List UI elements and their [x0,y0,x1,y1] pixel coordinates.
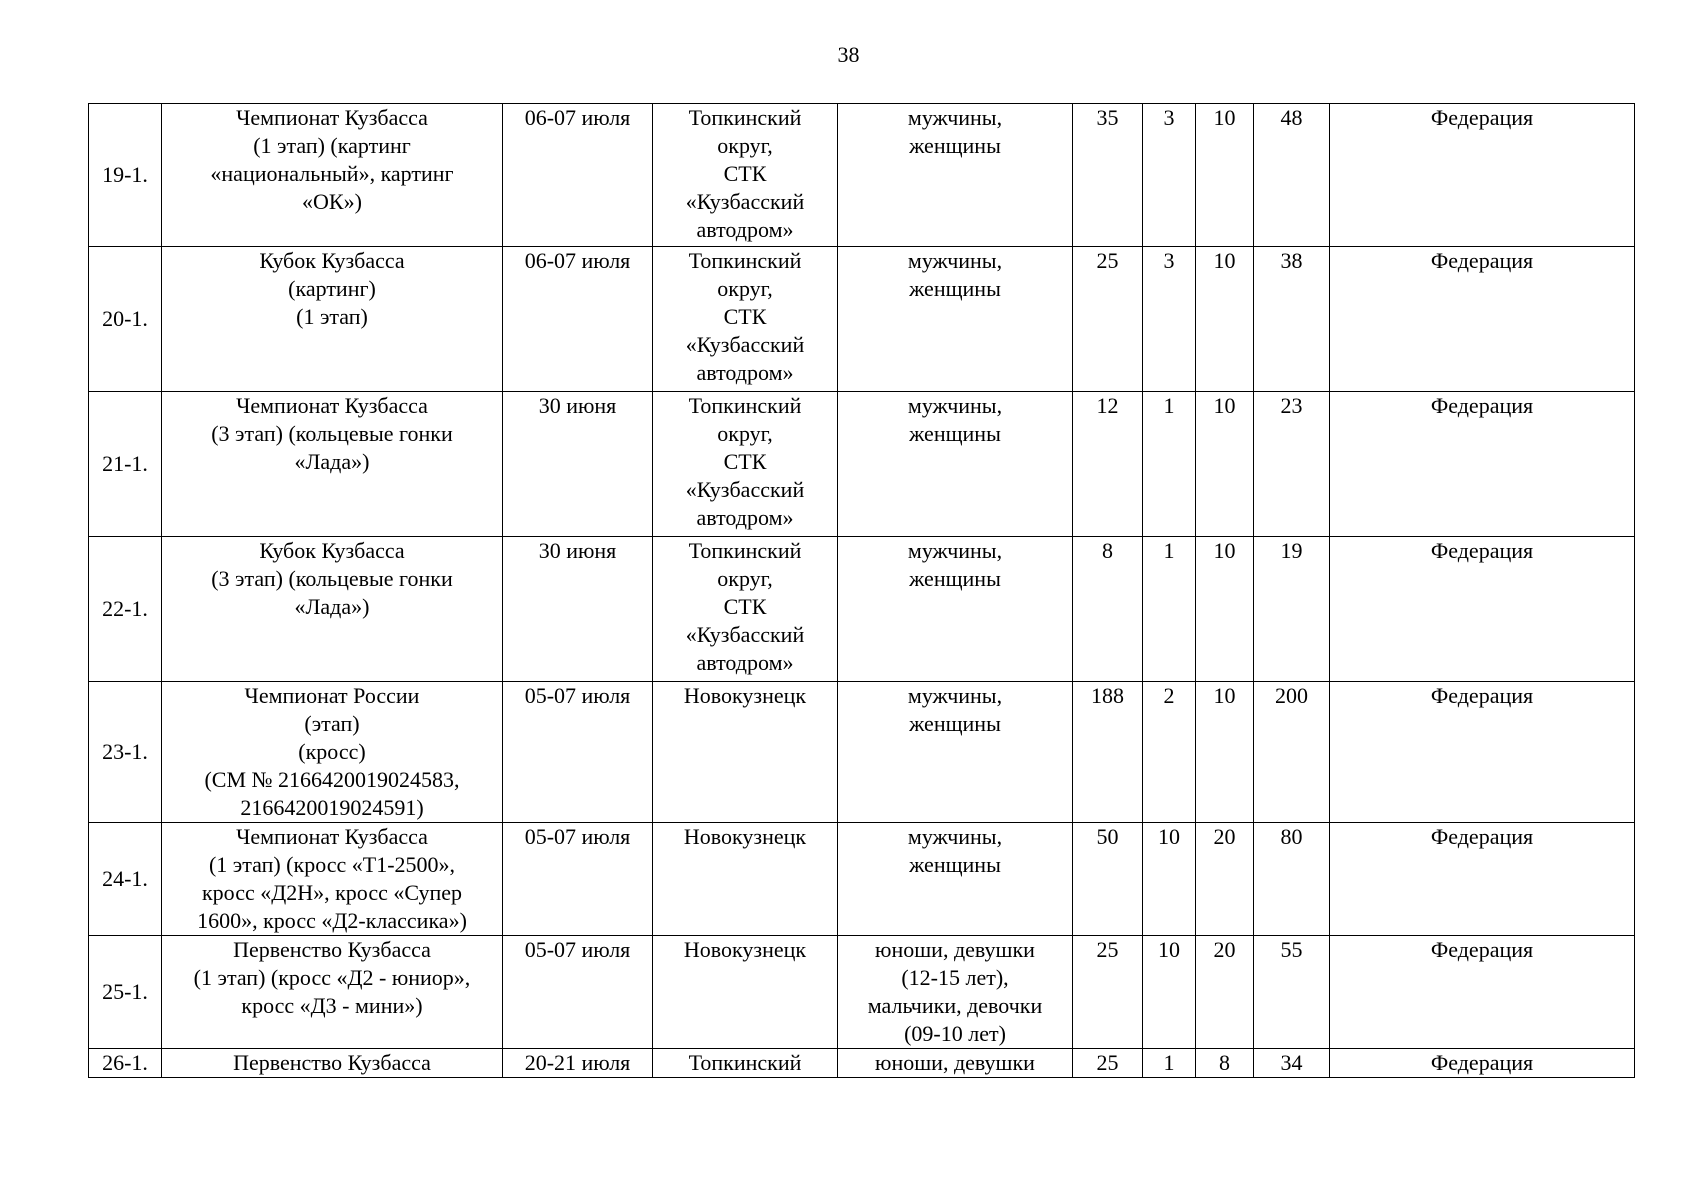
total-count-cell [1254,823,1330,936]
event-place-cell-line: «Кузбасский [685,477,805,502]
event-title-cell-line: «национальный», картинг [210,161,454,186]
row-number-cell-text: 25-1. [102,979,148,1004]
row-number-cell [89,936,162,1049]
event-place-cell-line: Топкинский [688,248,802,273]
count-cell-2 [1143,104,1196,247]
event-place-cell-line: Новокузнецк [683,937,807,962]
count-cell-1 [1073,392,1143,537]
event-title-cell-line: «ОК») [302,189,362,214]
participants-cell [838,682,1073,823]
event-date-cell [503,936,653,1049]
event-title-cell-line: (этап) [304,711,360,736]
event-place-cell-line: автодром» [696,360,794,385]
event-title-cell-line: 2166420019024591) [240,795,424,820]
participants-cell-line: женщины [909,276,1001,301]
participants-cell-line: мужчины, [907,538,1003,563]
participants-cell-line: женщины [909,852,1001,877]
count-cell-2-text: 10 [1158,937,1180,962]
event-place-cell [653,1049,838,1078]
event-title-cell-line: (1 этап) (кросс «Т1-2500», [208,852,456,877]
event-place-cell [653,823,838,936]
total-count-cell [1254,104,1330,247]
event-title-cell [162,1049,503,1078]
total-count-cell-text: 55 [1280,937,1303,962]
event-place-cell-line: Топкинский [688,393,802,418]
participants-cell-line: (12-15 лет), [901,965,1009,990]
participants-cell [838,936,1073,1049]
row-number-cell [89,392,162,537]
event-date-cell-text: 05-07 июля [524,683,631,708]
event-place-cell-line: округ, [717,133,773,158]
total-count-cell [1254,936,1330,1049]
row-number-cell-text: 23-1. [102,739,148,764]
count-cell-3-text: 10 [1213,393,1236,418]
event-title-cell-line: Чемпионат Кузбасса [236,393,428,418]
participants-cell [838,823,1073,936]
event-title-cell-line: (1 этап) (кросс «Д2 - юниор», [193,965,471,990]
participants-cell-line: женщины [909,133,1001,158]
total-count-cell-text: 23 [1280,393,1303,418]
event-place-cell [653,104,838,247]
count-cell-3 [1196,537,1254,682]
count-cell-2 [1143,537,1196,682]
event-title-cell-line: Первенство Кузбасса [233,1050,431,1075]
event-place-cell [653,936,838,1049]
event-place-cell [653,537,838,682]
table-row [89,392,1635,537]
row-number-cell-text: 20-1. [102,306,148,331]
count-cell-3-text: 10 [1213,248,1236,273]
participants-cell-line: женщины [909,421,1001,446]
count-cell-2-text: 3 [1163,248,1175,273]
count-cell-1-text: 25 [1096,248,1119,273]
count-cell-3 [1196,936,1254,1049]
participants-cell [838,392,1073,537]
event-date-cell [503,682,653,823]
participants-cell-line: юноши, девушки [875,937,1035,962]
count-cell-3-text: 10 [1213,538,1236,563]
count-cell-3-text: 8 [1219,1050,1230,1075]
event-date-cell-text: 20-21 июля [524,1050,631,1075]
table-row [89,682,1635,823]
participants-cell-line: (09-10 лет) [904,1021,1006,1046]
table-row [89,537,1635,682]
event-place-cell-line: Топкинский [688,1050,802,1075]
event-date-cell [503,392,653,537]
count-cell-3-text: 10 [1213,683,1236,708]
participants-cell-line: мужчины, [907,248,1003,273]
count-cell-1-text: 188 [1091,683,1124,708]
organizer-cell-text: Федерация [1430,1050,1534,1075]
table-row [89,1049,1635,1078]
row-number-cell-text: 22-1. [102,596,148,621]
event-place-cell-line: автодром» [696,505,794,530]
event-title-cell-line: «Лада») [294,594,370,619]
row-number-cell [89,104,162,247]
participants-cell-line: мужчины, [907,683,1003,708]
table-row [89,247,1635,392]
count-cell-3 [1196,682,1254,823]
event-title-cell-line: Кубок Кузбасса [259,248,405,273]
count-cell-1 [1073,936,1143,1049]
event-title-cell-line: (3 этап) (кольцевые гонки [211,421,453,446]
event-date-cell-text: 30 июня [538,538,617,563]
count-cell-1 [1073,537,1143,682]
count-cell-2 [1143,936,1196,1049]
count-cell-2 [1143,247,1196,392]
total-count-cell [1254,247,1330,392]
count-cell-2-text: 2 [1163,683,1175,708]
count-cell-1 [1073,823,1143,936]
events-table-body [89,104,1635,1078]
organizer-cell-text: Федерация [1430,393,1534,418]
total-count-cell [1254,537,1330,682]
count-cell-2 [1143,823,1196,936]
event-title-cell [162,823,503,936]
participants-cell-line: мужчины, [907,393,1003,418]
organizer-cell [1330,823,1635,936]
count-cell-2 [1143,682,1196,823]
event-place-cell [653,392,838,537]
count-cell-2-text: 1 [1163,538,1175,563]
participants-cell-line: юноши, девушки [875,1050,1035,1075]
row-number-cell-text: 19-1. [102,162,148,187]
count-cell-1-text: 50 [1096,824,1119,849]
event-title-cell-line: Чемпионат России [244,683,420,708]
event-place-cell-line: «Кузбасский [685,189,805,214]
event-title-cell [162,936,503,1049]
total-count-cell-text: 80 [1280,824,1303,849]
event-title-cell-line: Чемпионат Кузбасса [236,105,428,130]
event-date-cell [503,104,653,247]
row-number-cell [89,823,162,936]
event-place-cell-line: автодром» [696,217,794,242]
event-date-cell [503,247,653,392]
count-cell-3 [1196,247,1254,392]
count-cell-3-text: 20 [1213,824,1236,849]
count-cell-3 [1196,1049,1254,1078]
organizer-cell [1330,1049,1635,1078]
count-cell-1 [1073,247,1143,392]
event-title-cell-line: 1600», кросс «Д2-классика») [197,908,467,933]
event-place-cell [653,682,838,823]
event-title-cell-line: (1 этап) (картинг [253,133,411,158]
event-title-cell-line: «Лада») [294,449,370,474]
event-date-cell [503,1049,653,1078]
organizer-cell [1330,936,1635,1049]
total-count-cell-text: 200 [1275,683,1308,708]
event-date-cell [503,823,653,936]
row-number-cell-text: 26-1. [102,1050,148,1075]
event-title-cell-line: Чемпионат Кузбасса [236,824,428,849]
count-cell-3-text: 20 [1213,937,1236,962]
count-cell-3 [1196,392,1254,537]
event-place-cell-line: СТК [723,594,767,619]
organizer-cell [1330,392,1635,537]
table-row [89,104,1635,247]
total-count-cell-text: 48 [1280,105,1303,130]
organizer-cell [1330,247,1635,392]
count-cell-3-text: 10 [1213,105,1236,130]
event-title-cell [162,682,503,823]
event-title-cell-line: кросс «Д3 - мини») [241,993,423,1018]
organizer-cell-text: Федерация [1430,105,1534,130]
organizer-cell-text: Федерация [1430,248,1534,273]
participants-cell-line: женщины [909,711,1001,736]
count-cell-1-text: 25 [1096,1050,1119,1075]
row-number-cell [89,682,162,823]
count-cell-3 [1196,823,1254,936]
total-count-cell-text: 34 [1280,1050,1303,1075]
count-cell-1 [1073,104,1143,247]
event-title-cell-line: (картинг) [288,276,376,301]
participants-cell [838,247,1073,392]
event-place-cell-line: СТК [723,161,767,186]
count-cell-1-text: 25 [1096,937,1119,962]
event-place-cell [653,247,838,392]
row-number-cell [89,247,162,392]
page-number: 38 [837,42,860,67]
count-cell-1-text: 8 [1102,538,1113,563]
total-count-cell-text: 38 [1280,248,1303,273]
count-cell-2-text: 10 [1158,824,1180,849]
participants-cell-line: женщины [909,566,1001,591]
count-cell-2 [1143,1049,1196,1078]
participants-cell [838,1049,1073,1078]
count-cell-2-text: 1 [1163,393,1175,418]
organizer-cell-text: Федерация [1430,538,1534,563]
organizer-cell-text: Федерация [1430,824,1534,849]
count-cell-1-text: 35 [1096,105,1119,130]
count-cell-1 [1073,682,1143,823]
organizer-cell-text: Федерация [1430,683,1534,708]
event-title-cell-line: Кубок Кузбасса [259,538,405,563]
total-count-cell [1254,682,1330,823]
row-number-cell-text: 24-1. [102,866,148,891]
event-place-cell-line: округ, [717,276,773,301]
event-place-cell-line: округ, [717,421,773,446]
participants-cell-line: мужчины, [907,824,1003,849]
event-place-cell-line: СТК [723,449,767,474]
event-date-cell-text: 05-07 июля [524,824,631,849]
event-title-cell [162,247,503,392]
events-table [88,103,1635,1078]
participants-cell [838,104,1073,247]
event-place-cell-line: Топкинский [688,105,802,130]
count-cell-1 [1073,1049,1143,1078]
event-place-cell-line: автодром» [696,650,794,675]
event-place-cell-line: «Кузбасский [685,622,805,647]
event-title-cell-line: (1 этап) [296,304,368,329]
count-cell-2-text: 1 [1163,1050,1175,1075]
row-number-cell [89,1049,162,1078]
event-date-cell-text: 06-07 июля [524,105,631,130]
event-title-cell-line: кросс «Д2Н», кросс «Супер [201,880,463,905]
event-place-cell-line: Новокузнецк [683,683,807,708]
total-count-cell [1254,392,1330,537]
count-cell-2 [1143,392,1196,537]
event-title-cell [162,537,503,682]
event-title-cell-line: (СМ № 2166420019024583, [204,767,460,792]
event-place-cell-line: Топкинский [688,538,802,563]
count-cell-3 [1196,104,1254,247]
participants-cell [838,537,1073,682]
organizer-cell [1330,537,1635,682]
organizer-cell-text: Федерация [1430,937,1534,962]
event-title-cell-line: (кросс) [298,739,366,764]
event-place-cell-line: СТК [723,304,767,329]
row-number-cell [89,537,162,682]
participants-cell-line: мужчины, [907,105,1003,130]
organizer-cell [1330,682,1635,823]
row-number-cell-text: 21-1. [102,451,148,476]
event-place-cell-line: округ, [717,566,773,591]
event-date-cell-text: 30 июня [538,393,617,418]
count-cell-2-text: 3 [1163,105,1175,130]
participants-cell-line: мальчики, девочки [867,993,1043,1018]
event-place-cell-line: «Кузбасский [685,332,805,357]
event-date-cell-text: 05-07 июля [524,937,631,962]
organizer-cell [1330,104,1635,247]
event-title-cell-line: Первенство Кузбасса [233,937,431,962]
table-row [89,823,1635,936]
event-date-cell [503,537,653,682]
total-count-cell [1254,1049,1330,1078]
event-date-cell-text: 06-07 июля [524,248,631,273]
event-title-cell-line: (3 этап) (кольцевые гонки [211,566,453,591]
count-cell-1-text: 12 [1096,393,1119,418]
event-place-cell-line: Новокузнецк [683,824,807,849]
total-count-cell-text: 19 [1280,538,1303,563]
event-title-cell [162,104,503,247]
event-title-cell [162,392,503,537]
table-row [89,936,1635,1049]
